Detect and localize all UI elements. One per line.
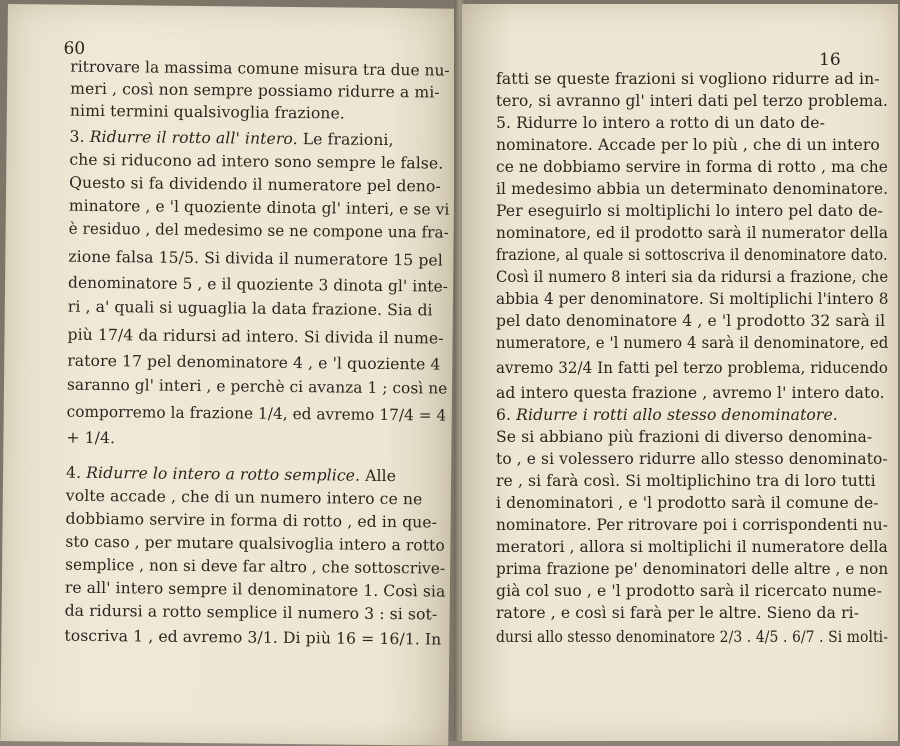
text-line: avremo 32/4 In fatti pel terzo problema, riducendo — [496, 359, 889, 377]
text-line: nominatore. Per ritrovare poi i corrispondenti nu- — [496, 516, 889, 534]
text-line: è residuo , del medesimo se ne compone una fra- — [68, 219, 449, 242]
text-line: sto caso , per mutare qualsivoglia intero a rotto — [65, 532, 445, 555]
text-line: Se si abbiano più frazioni di diverso denomina- — [496, 428, 873, 446]
text-line: prima frazione pe' denominatori delle altre , e non — [496, 560, 889, 578]
text-line: toscriva 1 , ed avremo 3/1. Di più 16 = 16/1. In — [64, 626, 442, 649]
text-line: meri , così non sempre possiamo ridurre a mi- — [70, 79, 440, 102]
text-line: ad intero questa frazione , avremo l' intero dato. — [496, 384, 885, 402]
text-line: abbia 4 per denominatore. Si moltiplichi l'intero 8 — [496, 290, 889, 308]
text-line: tero, si avranno gl' interi dati pel terzo problema. — [496, 92, 888, 110]
page-number: 16 — [819, 50, 841, 70]
section-heading: 3. Ridurre il rotto all' intero. Le frazioni, — [69, 127, 394, 150]
page-number: 60 — [63, 38, 86, 59]
section-heading: 6. Ridurre i rotti allo stesso denominatore. — [496, 406, 838, 424]
text-line: minatore , e 'l quoziente dinota gl' interi, e se vi — [68, 196, 450, 219]
text-line: ritrovare la massima comune misura tra due nu- — [70, 57, 450, 80]
section-heading: 4. Ridurre lo intero a rotto semplice. Alle — [66, 463, 397, 486]
text-line: pel dato denominatore 4 , e 'l prodotto 32 sarà il — [496, 312, 886, 330]
text-line: volte accade , che di un numero intero ce ne — [65, 486, 423, 509]
text-line: più 17/4 da ridursi ad intero. Si divida il nume- — [67, 325, 444, 348]
text-line: Questo si fa dividendo il numeratore pel deno- — [69, 173, 441, 196]
text-line: to , e si volessero ridurre allo stesso denominato- — [496, 450, 888, 468]
text-line: dursi allo stesso denominatore 2/3 . 4/5 . 6/7 . Si molti- — [496, 628, 888, 646]
section-heading: 5. Ridurre lo intero a rotto di un dato de- — [496, 114, 825, 132]
text-line: da ridursi a rotto semplice il numero 3 : si sot- — [64, 601, 438, 624]
text-line: nominatore. Accade per lo più , che di un intero — [496, 136, 880, 154]
text-line: fatti se queste frazioni si vogliono ridurre ad in- — [496, 70, 880, 88]
text-line: frazione, al quale si sottoscriva il denominatore dato. — [496, 246, 888, 264]
text-line: già col suo , e 'l prodotto sarà il ricercato nume- — [496, 582, 882, 600]
text-line: che si riducono ad intero sono sempre le false. — [69, 150, 444, 173]
left-page — [0, 4, 456, 746]
text-line: ratore 17 pel denominatore 4 , e 'l quoziente 4 — [67, 351, 441, 374]
text-line: saranno gl' interi , e perchè ci avanza 1 ; così ne — [66, 375, 448, 398]
text-line: ce ne dobbiamo servire in forma di rotto , ma che — [496, 158, 889, 176]
text-line: re , si farà così. Si moltiplichino tra di loro tutti — [496, 472, 876, 490]
text-line: meratori , allora si moltiplichi il numeratore della — [496, 538, 888, 556]
right-page — [462, 4, 898, 741]
text-line: il medesimo abbia un determinato denominatore. — [496, 180, 889, 198]
text-line: zione falsa 15/5. Si divida il numeratore 15 pel — [68, 247, 444, 270]
left-page-text — [64, 57, 450, 649]
text-line: + 1/4. — [66, 428, 116, 448]
text-line: ratore , e così si farà per le altre. Sieno da ri- — [496, 604, 860, 622]
text-line: numeratore, e 'l numero 4 sarà il denominatore, ed — [496, 334, 889, 352]
text-line: re all' intero sempre il denominatore 1. Così sia — [64, 578, 446, 601]
text-line: denominatore 5 , e il quoziente 3 dinota gl' inte- — [67, 273, 449, 296]
text-line: Così il numero 8 interi sia da ridursi a frazione, che — [496, 268, 889, 286]
text-line: comporremo la frazione 1/4, ed avremo 17/4 = 4 — [66, 402, 447, 425]
text-line: semplice , non si deve far altro , che sottoscrive- — [65, 555, 446, 578]
text-line: dobbiamo servire in forma di rotto , ed in que- — [65, 509, 438, 532]
text-line: nimi termini qualsivoglia frazione. — [69, 101, 345, 123]
text-line: nominatore, ed il prodotto sarà il numerator della — [496, 224, 889, 242]
text-line: Per eseguirlo si moltiplichi lo intero pel dato de- — [496, 202, 884, 220]
text-line: i denominatori , e 'l prodotto sarà il comune de- — [496, 494, 879, 512]
text-line: ri , a' quali si uguaglia la data frazione. Sia di — [67, 297, 433, 320]
